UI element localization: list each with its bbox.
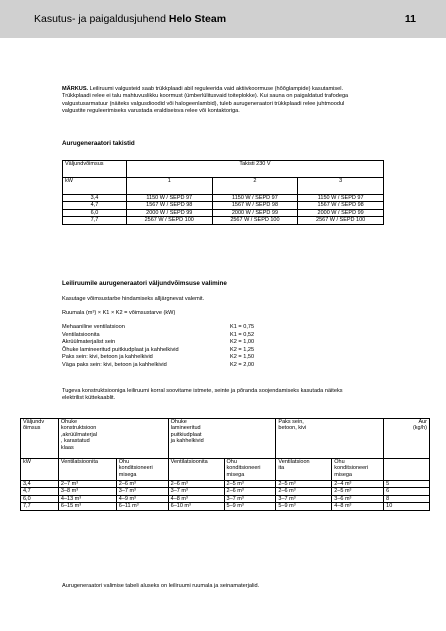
table-row: 6,0 2000 W / SEPD 99 2000 W / SEPD 99 2000 W / SEPD 99	[63, 209, 384, 216]
table-row: 3,4 1150 W / SEPD 97 1150 W / SEPD 97 1150 W / SEPD 97	[63, 195, 384, 202]
sub-no-vent: Ventilatsioonita	[58, 459, 116, 481]
page-number: 11	[404, 13, 416, 25]
sub-air-cond: Õhu konditsioneeri misega	[332, 459, 384, 481]
header-output: Väljundv õimsus	[21, 419, 59, 459]
fuses-sub-header: 2	[212, 178, 298, 195]
note-label: MÄRKUS.	[62, 86, 89, 92]
sub-kw: kW	[21, 459, 59, 481]
fuses-sub-header: 3	[298, 178, 384, 195]
formula: Ruumala (m³) × K1 × K2 = võimsustarve (kW)	[62, 310, 176, 316]
sub-air-cond: Õhu konditsioneeri misega	[224, 459, 276, 481]
fuses-sub-header: 1	[126, 178, 212, 195]
document-title: Kasutus- ja paigaldusjuhend Helo Steam	[34, 13, 227, 25]
fuses-group-header: Takisti 230 V	[126, 161, 383, 178]
page-header	[0, 0, 446, 38]
factor-row: Akrüülmaterjalist sein K2 = 1,00	[62, 339, 255, 345]
table-row: 4,7 3–8 m³ 3–7 m³ 3–7 m³ 2–6 m³ 2–6 m³ 2–5 m³ 6	[21, 488, 430, 495]
advice-paragraph: Tugeva konstruktsiooniga leiliruumi korral soovitame istmete, seinte ja põranda soojendamiseks kasutada näiteks elektrilist küttekaablit.	[62, 388, 343, 402]
fuses-col-header: Väljundvõimsus	[63, 161, 127, 178]
fuses-table	[62, 160, 384, 225]
table-row: 3,4 2–7 m³ 2–6 m³ 2–6 m³ 2–5 m³ 2–5 m³ 2–4 m³ 5	[21, 481, 430, 488]
table-row: 6,0 4–13 m³ 4–9 m³ 4–8 m³ 3–7 m³ 3–7 m³ 3–6 m³ 8	[21, 495, 430, 502]
sub-air-cond: Õhu konditsioneeri misega	[116, 459, 168, 481]
room-size-table	[20, 418, 430, 511]
selection-heading: Leiliruumile aurugeneraatori väljundvõimsuse valimine	[62, 280, 227, 287]
table-row: 7,7 2567 W / SEPD 100 2567 W / SEPD 100 2567 W / SEPD 100	[63, 217, 384, 224]
note-paragraph: MÄRKUS. Leiliruumi valgusteid saab trükkplaadi abil reguleerida vaid aktiivkoormuse (hõõglampide) kasutamisel. Trükkplaadi relee ei talu mahtuvuslikku koormust (ümberlülitusvaid toiteplokke). Kui sauna on paigaldatud trafodega valgustusarmatuur (näiteks valgusdioodid või halogeenlambid), tuleb aurugeneraatori trükkplaadi relee juhtmoodul valgustite reguleerimiseks varustada eraldiseisva relee või kontaktoriga.	[62, 86, 349, 115]
header-thin-construction: Õhuke konstruktsioon ,akrüülmaterjal , karastatud klaas	[58, 419, 168, 459]
footer-note: Aurugeneraatori valimise tabeli aluseks on leiliruumi ruumala ja seinamaterjalid.	[62, 583, 260, 589]
header-laminated: Õhuke lamineeritud puitkiudplaat ja kahhelkivid	[168, 419, 276, 459]
selection-intro: Kasutage võimsustarbe hindamiseks alljärgnevat valemit.	[62, 296, 205, 302]
header-steam: Aur (kg/h)	[384, 419, 430, 459]
table-row: 4,7 1567 W / SEPD 98 1567 W / SEPD 98 1567 W / SEPD 98	[63, 202, 384, 209]
table-row: 7,7 6–15 m³ 6–11 m³ 6–10 m³ 5–9 m³ 5–9 m³ 4–8 m³ 10	[21, 503, 430, 510]
factor-row: Ventilatsioonita K1 = 0,52	[62, 331, 255, 338]
header-thick-wall: Paks sein, betoon, kivi	[276, 419, 384, 459]
sub-no-vent: Ventilatsioon ita	[276, 459, 332, 481]
factor-row: Mehaaniline ventilatsioon K1 = 0,75	[62, 324, 255, 330]
factor-list	[62, 324, 312, 369]
factor-row: Õhuke lamineeritud puitkiudplaat ja kahhelkivid K2 = 1,25	[62, 346, 255, 353]
factor-row: Väga paks sein: kivi, betoon ja kahhelkivid K2 = 2,00	[62, 361, 255, 368]
factor-row: Paks sein: kivi, betoon ja kahhelkivid K2 = 1,50	[62, 354, 255, 360]
fuses-col-unit: kW	[63, 178, 127, 195]
fuses-heading: Aurugeneraatori takistid	[62, 140, 135, 147]
sub-no-vent: Ventilatsioonita	[168, 459, 224, 481]
